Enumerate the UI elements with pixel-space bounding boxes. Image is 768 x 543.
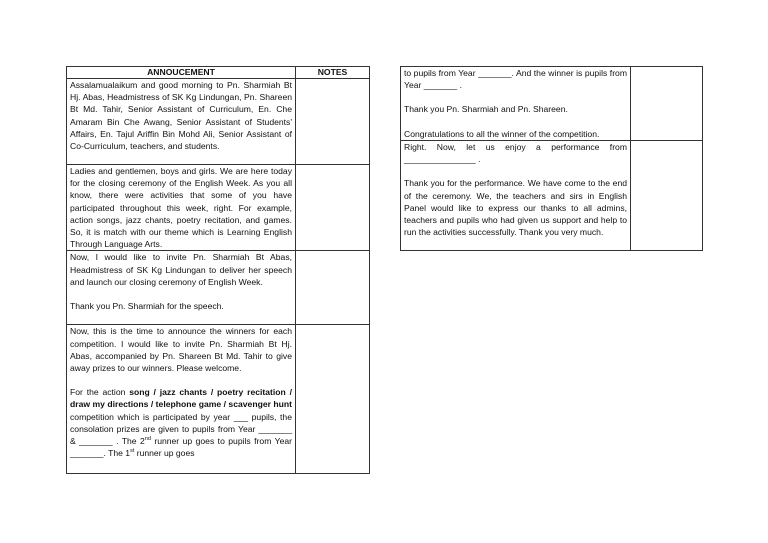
- notes-cell: [296, 79, 370, 165]
- announcement-header: ANNOUCEMENT: [67, 67, 296, 79]
- introduction-cell: Ladies and gentlemen, boys and girls. We are here today for the closing ceremony of the English Week. As you all know, there were activities that some of you have participated throughout this week, right. For example, action songs, jazz chants, poetry recitation, and games. So, it is match with our theme which is Learning English Through Language Arts.: [67, 165, 296, 251]
- spacer: [404, 91, 627, 103]
- speech-thanks-text: Thank you Pn. Sharmiah for the speech.: [70, 301, 224, 312]
- prize-results-prefix: For the action: [70, 387, 130, 398]
- prize-results-body: competition which is participated by year ___ pupils, the consolation prizes are given to pupils from Year _______ & _______ . The 2: [70, 411, 292, 447]
- left-announcement-table: [66, 66, 370, 474]
- ordinal-suffix: nd: [144, 436, 151, 443]
- competition-list: song / jazz chants / poetry recitation / draw my directions / telephone game / scavenger hunt: [70, 387, 293, 410]
- spacer: [70, 374, 292, 386]
- closing-cell: [401, 141, 631, 251]
- prize-giving-cell: [67, 325, 296, 474]
- prize-results-text: [70, 386, 292, 459]
- notes-cell: [296, 325, 370, 474]
- prize-invitation-text: Now, this is the time to announce the winners for each competition. I would like to invite Pn. Sharmiah Bt Hj. Abas, accompanied by Pn. Shareen Bt Md. Tahir to give away prizes to our winners. Please welcome.: [70, 326, 292, 374]
- notes-cell: [631, 67, 703, 141]
- prize-results-body-2: runner up goes to pupils from Year _______. The 1: [70, 436, 293, 459]
- speech-invitation-text: Now, I would like to invite Pn. Sharmiah Bt Abas, Headmistress of SK Kg Lindungan to deliver her speech and launch our closing ceremony of English Week.: [70, 252, 292, 287]
- prize-results-body-3: runner up goes: [134, 448, 195, 459]
- notes-header: NOTES: [296, 67, 370, 79]
- speech-invitation-cell: [67, 251, 296, 325]
- right-announcement-table: [400, 66, 703, 251]
- congratulations-text: Congratulations to all the winner of the competition.: [404, 128, 600, 139]
- notes-cell: [631, 141, 703, 251]
- winner-cell: [401, 67, 631, 141]
- spacer: [70, 288, 292, 300]
- closing-remarks-text: Thank you for the performance. We have come to the end of the ceremony. We, the teachers and sirs in English Panel would like to express our thanks to all admins, teachers and pupils who had given us support and help to run the activities successfully. Thank you very much.: [404, 178, 627, 238]
- notes-cell: [296, 251, 370, 325]
- notes-cell: [296, 165, 370, 251]
- winner-text: to pupils from Year _______. And the winner is pupils from Year _______ .: [404, 68, 627, 91]
- spacer: [404, 165, 627, 177]
- greeting-cell: Assalamualaikum and good morning to Pn. Sharmiah Bt Hj. Abas, Headmistress of SK Kg Lindungan, Pn. Shareen Bt Md. Tahir, Senior Assistant of Curriculum, En. Che Amaram Bin Che Awang, Senior Assistant of Students' Affairs, En. Tajul Ariffin Bin Mohd Ali, Senior Assistant of Co-Curriculum, teachers, and students.: [67, 79, 296, 165]
- thanks-prize-givers-text: Thank you Pn. Sharmiah and Pn. Shareen.: [404, 104, 568, 115]
- spacer: [404, 116, 627, 128]
- performance-intro-text: Right. Now, let us enjoy a performance from _______________ .: [404, 142, 627, 165]
- ordinal-suffix: st: [130, 448, 135, 455]
